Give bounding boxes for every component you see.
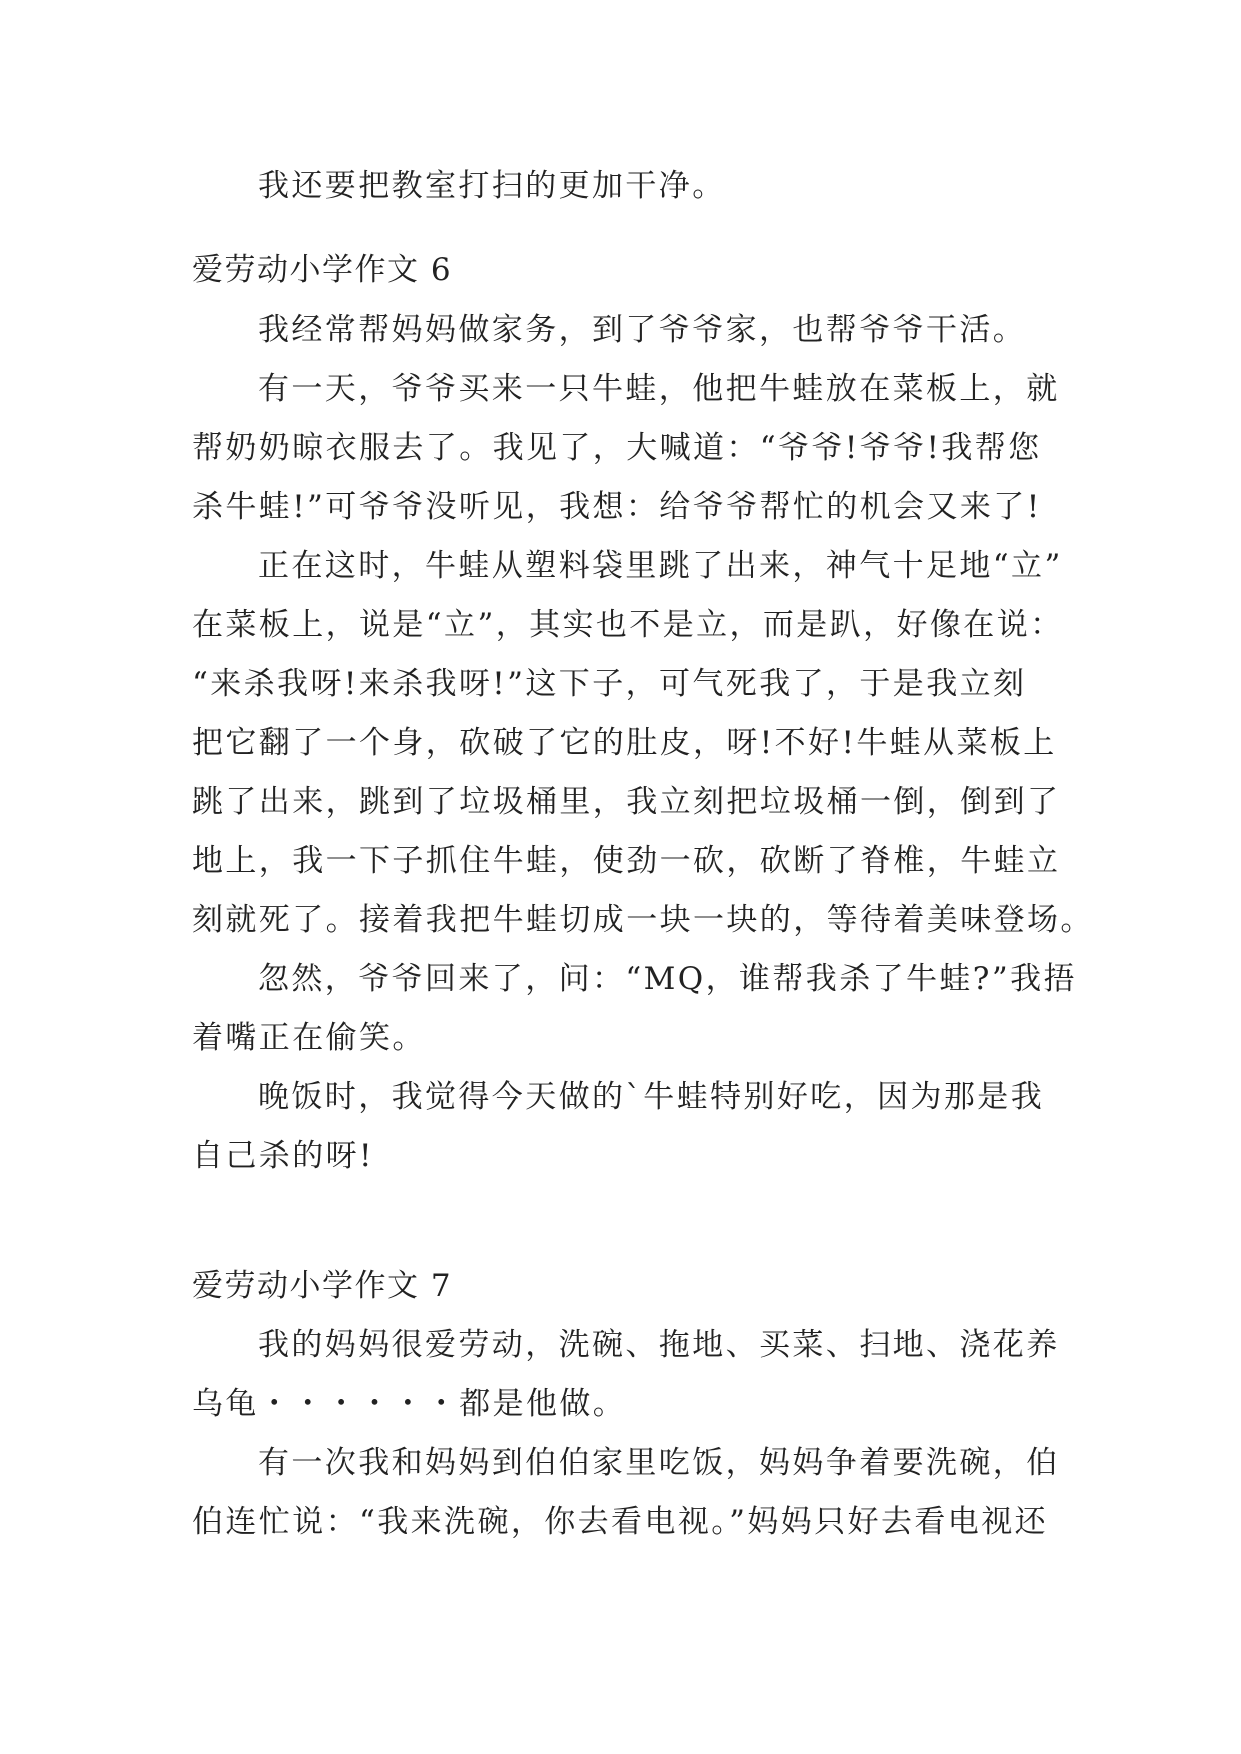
paragraph-line: 把它翻了一个身，砍破了它的肚皮，呀!不好!牛蛙从菜板上 <box>192 725 1057 761</box>
paragraph-line: 地上，我一下子抓住牛蛙，使劲一砍，砍断了脊椎，牛蛙立 <box>192 843 1061 879</box>
paragraph-line: 在菜板上，说是“立”，其实也不是立，而是趴，好像在说： <box>192 607 1064 643</box>
paragraph-line: 帮奶奶晾衣服去了。我见了，大喊道：“爷爷!爷爷!我帮您 <box>192 430 1042 466</box>
paragraph-line: 跳了出来，跳到了垃圾桶里，我立刻把垃圾桶一倒，倒到了 <box>192 784 1061 820</box>
section-heading: 爱劳动小学作文 7 <box>192 1268 453 1304</box>
paragraph-line: 有一天，爷爷买来一只牛蛙，他把牛蛙放在菜板上，就 <box>258 371 1060 407</box>
paragraph-line: 我经常帮妈妈做家务，到了爷爷家，也帮爷爷干活。 <box>258 312 1027 348</box>
paragraph-line: 我的妈妈很爱劳动，洗碗、拖地、买菜、扫地、浇花养 <box>258 1327 1060 1363</box>
paragraph-line: 自己杀的呀! <box>192 1138 374 1174</box>
paragraph-line: 正在这时，牛蛙从塑料袋里跳了出来，神气十足地“立” <box>258 548 1063 584</box>
paragraph-line: 有一次我和妈妈到伯伯家里吃饭，妈妈争着要洗碗，伯 <box>258 1445 1060 1481</box>
paragraph-line: 忽然，爷爷回来了，问：“MQ，谁帮我杀了牛蛙?”我捂 <box>258 961 1077 997</box>
section-heading: 爱劳动小学作文 6 <box>192 252 453 288</box>
paragraph-line: 我还要把教室打扫的更加干净。 <box>258 168 726 204</box>
paragraph-line: “来杀我呀!来杀我呀!”这下子，可气死我了，于是我立刻 <box>192 666 1027 702</box>
paragraph-line: 伯连忙说：“我来洗碗，你去看电视。”妈妈只好去看电视还 <box>192 1504 1048 1540</box>
paragraph-line: 晚饭时，我觉得今天做的`牛蛙特别好吃，因为那是我 <box>258 1079 1045 1115</box>
paragraph-line: 乌龟・・・・・・都是他做。 <box>192 1386 627 1422</box>
paragraph-line: 着嘴正在偷笑。 <box>192 1020 426 1056</box>
paragraph-line: 杀牛蛙!”可爷爷没听见，我想：给爷爷帮忙的机会又来了! <box>192 489 1042 525</box>
paragraph-line: 刻就死了。接着我把牛蛙切成一块一块的，等待着美味登场。 <box>192 902 1094 938</box>
